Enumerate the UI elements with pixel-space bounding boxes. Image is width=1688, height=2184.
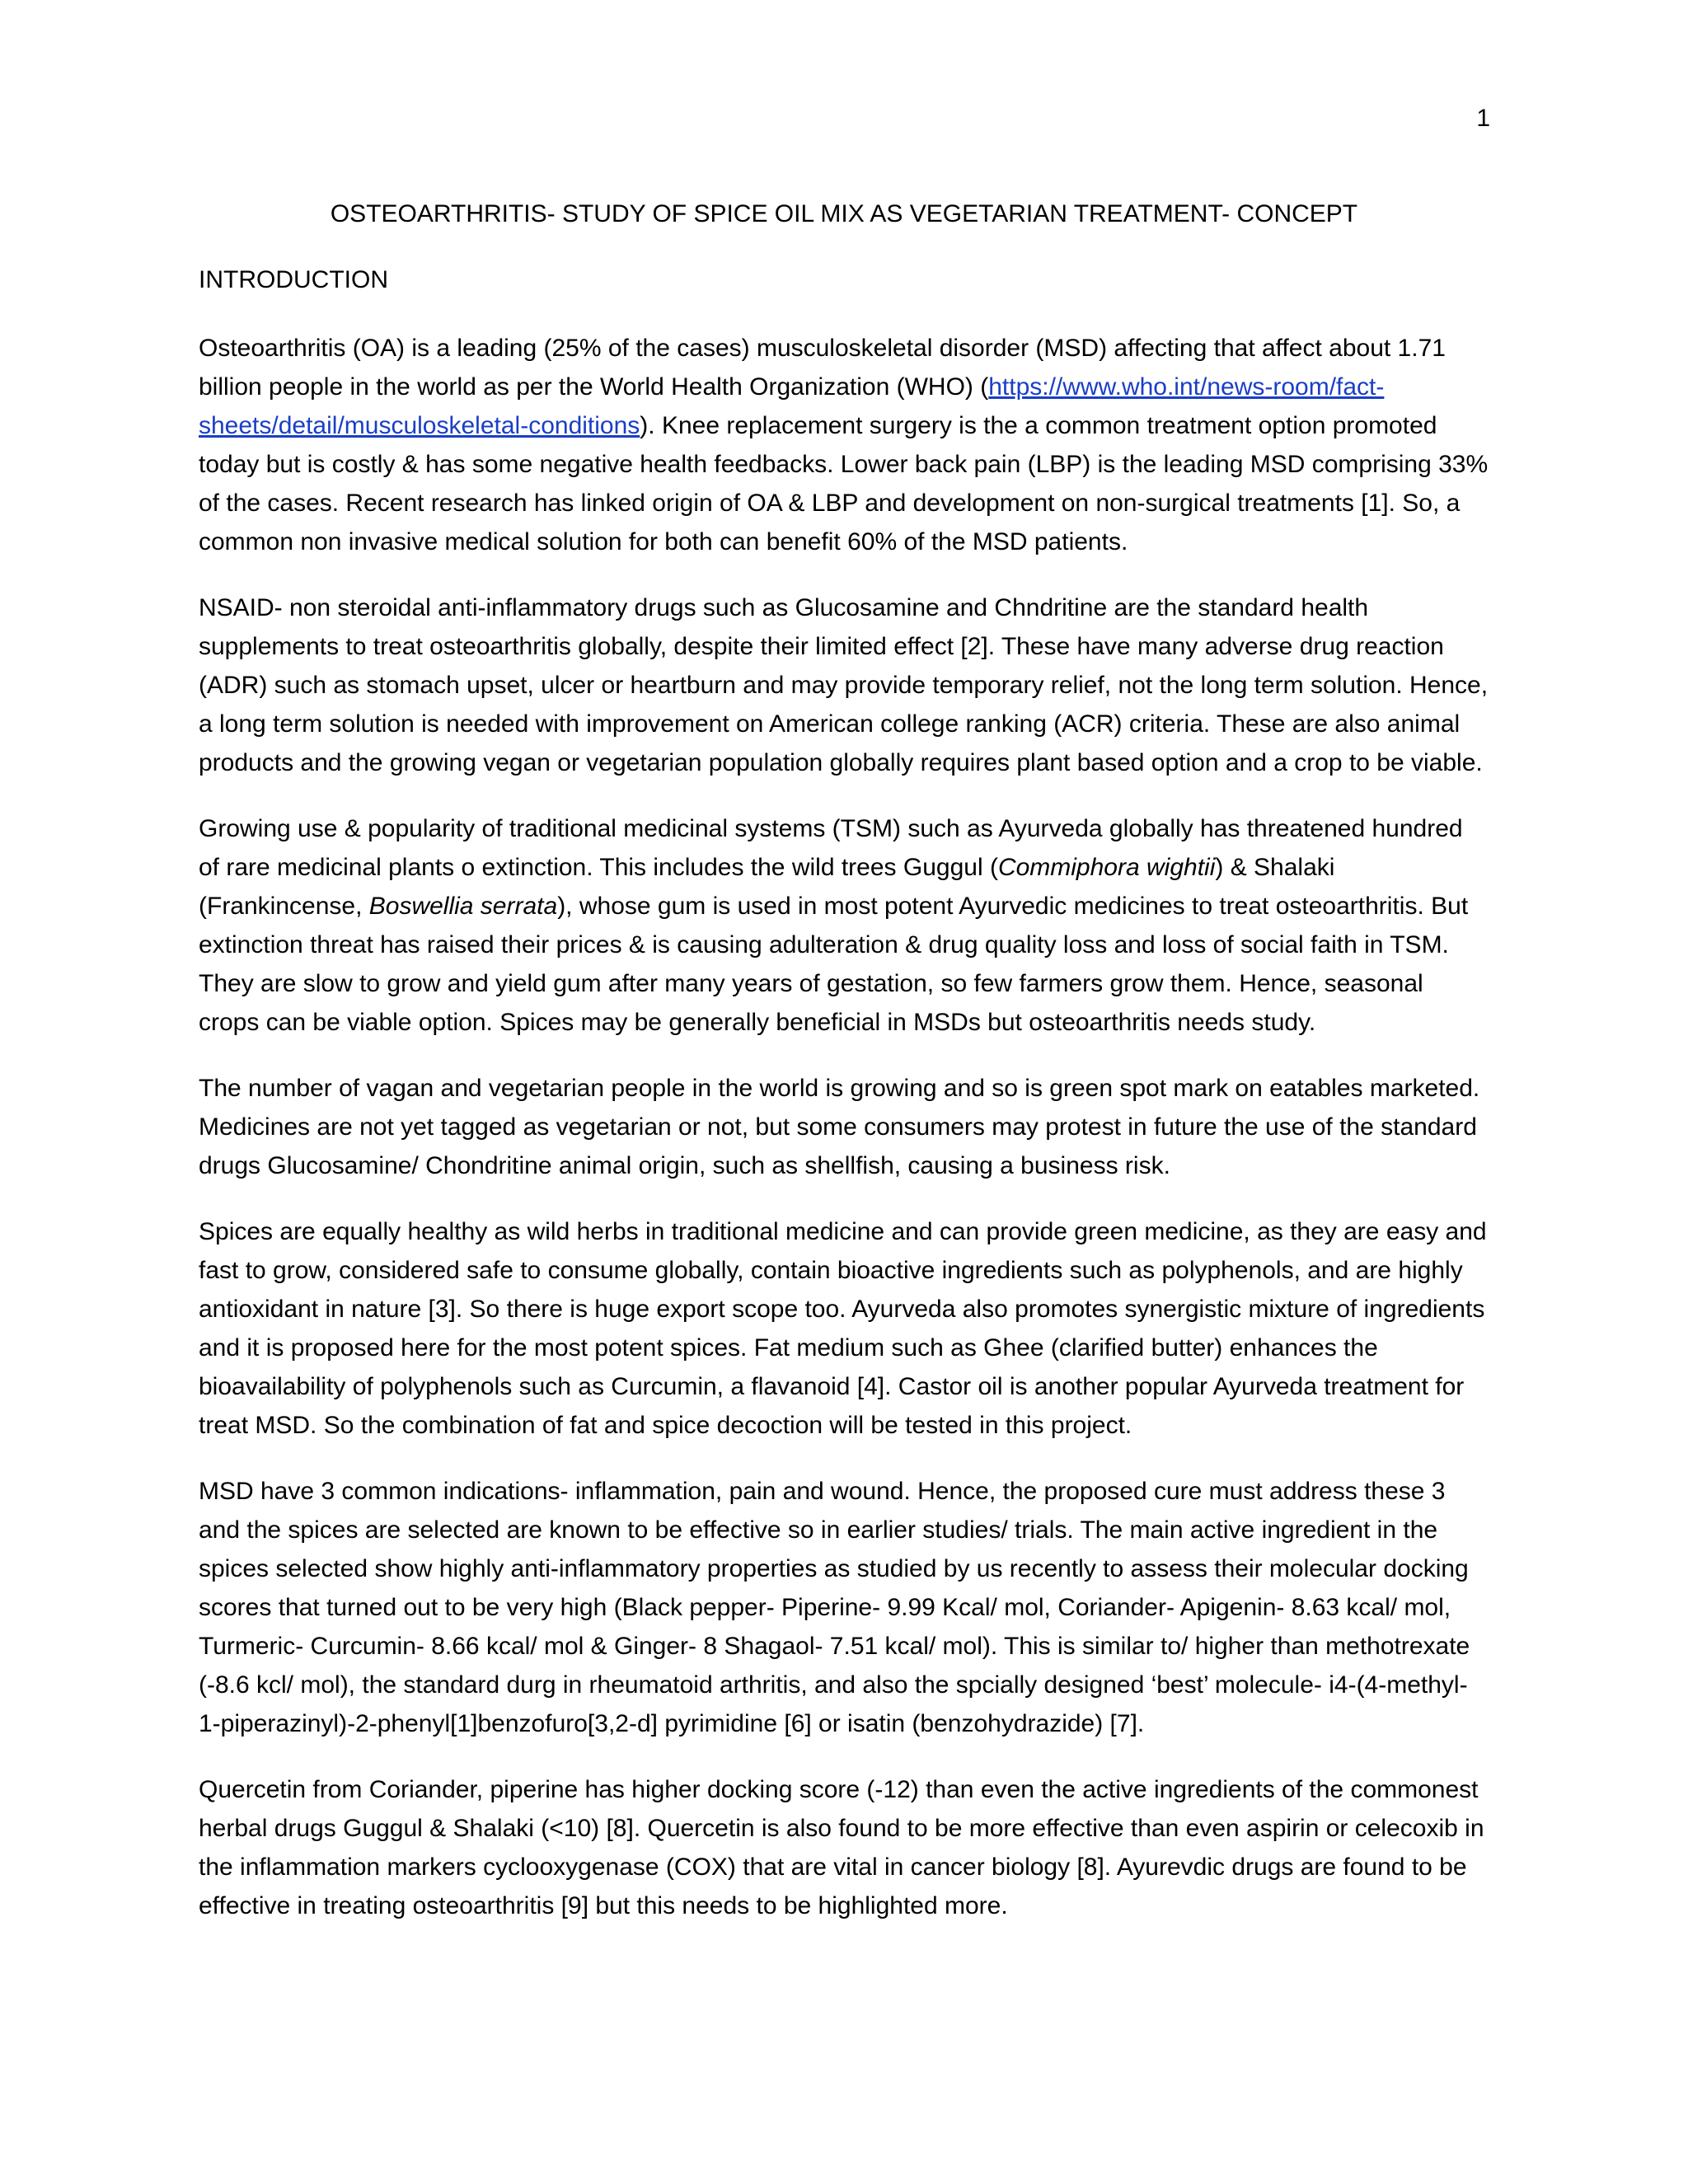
paragraph-6: MSD have 3 common indications- inflammation, pain and wound. Hence, the proposed cure must address these 3 and the spices are selected are known to be effective so in earlier studies/ trials. The main active ingredient in the spices selected show highly anti-inflammatory properties as studied by us recently to assess their molecular docking scores that turned out to be very high (Black pepper- Piperine- 9.99 Kcal/ mol, Coriander- Apigenin- 8.63 kcal/ mol, Turmeric- Curcumin- 8.66 kcal/ mol & Ginger- 8 Shagaol- 7.51 kcal/ mol). This is similar to/ higher than methotrexate (-8.6 kcl/ mol), the standard durg in rheumatoid arthritis, and also the spcially designed ‘best’ molecule- i4-(4-methyl-1-piperazinyl)-2-phenyl[1]benzofuro[3,2-d] pyrimidine [6] or isatin (benzohydrazide) [7].: [199, 1478, 1470, 1737]
paragraph-3-part-2: ) & Shalaki (Frankincense,: [199, 854, 1335, 920]
paragraph-1: [199, 329, 1489, 561]
introduction-paragraphs: [199, 329, 1489, 1952]
paragraph-3-part-3: ), whose gum is used in most potent Ayurvedic medicines to treat osteoarthritis. But extinction threat has raised their prices & is causing adulteration & drug quality loss and loss of social faith in TSM. They are slow to grow and yield gum after many years of gestation, so few farmers grow them. Hence, seasonal crops can be viable option. Spices may be generally beneficial in MSDs but osteoarthritis needs study.: [199, 893, 1469, 1036]
paragraph-2: NSAID- non steroidal anti-inflammatory drugs such as Glucosamine and Chndritine are the standard health supplements to treat osteoarthritis globally, despite their limited effect [2]. These have many adverse drug reaction (ADR) such as stomach upset, ulcer or heartburn and may provide temporary relief, not the long term solution. Hence, a long term solution is needed with improvement on American college ranking (ACR) criteria. These are also animal products and the growing vegan or vegetarian population globally requires plant based option and a crop to be viable.: [199, 594, 1489, 776]
paragraph-3: [199, 809, 1489, 1042]
paragraph-7: Quercetin from Coriander, piperine has higher docking score (-12) than even the active ingredients of the commonest herbal drugs Guggul & Shalaki (<10) [8]. Quercetin is also found to be more effective than even aspirin or celecoxib in the inflammation markers cyclooxygenase (COX) that are vital in cancer biology [8]. Ayurevdic drugs are found to be effective in treating osteoarthritis [9] but this needs to be highlighted more.: [199, 1776, 1484, 1919]
paragraph-1-text-before-link: Osteoarthritis (OA) is a leading (25% of the cases) musculoskeletal disorder (MSD) affecting that affect about 1.71 billion people in the world as per the World Health Organization (WHO) (: [199, 335, 1446, 401]
species-name-commiphora: Commiphora wightii: [997, 854, 1216, 881]
section-heading-introduction: INTRODUCTION: [199, 266, 388, 293]
document-title: OSTEOARTHRITIS- STUDY OF SPICE OIL MIX AS VEGETARIAN TREATMENT- CONCEPT: [330, 200, 1358, 227]
paragraph-5: Spices are equally healthy as wild herbs in traditional medicine and can provide green medicine, as they are easy and fast to grow, considered safe to consume globally, contain bioactive ingredients such as polyphenols, and are highly antioxidant in nature [3]. So there is huge export scope too. Ayurveda also promotes synergistic mixture of ingredients and it is proposed here for the most potent spices. Fat medium such as Ghee (clarified butter) enhances the bioavailability of polyphenols such as Curcumin, a flavanoid [4]. Castor oil is another popular Ayurveda treatment for treat MSD. So the combination of fat and spice decoction will be tested in this project.: [199, 1218, 1487, 1439]
paragraph-3-part-1: Growing use & popularity of traditional medicinal systems (TSM) such as Ayurveda globally has threatened hundred of rare medicinal plants o extinction. This includes the wild trees Guggul (: [199, 815, 1463, 881]
paragraph-4: The number of vagan and vegetarian people in the world is growing and so is green spot mark on eatables marketed. Medicines are not yet tagged as vegetarian or not, but some consumers may protest in future the use of the standard drugs Glucosamine/ Chondritine animal origin, such as shellfish, causing a business risk.: [199, 1075, 1480, 1179]
species-name-boswellia: Boswellia serrata: [368, 893, 558, 920]
who-fact-sheet-link[interactable]: https://www.who.int/news-room/fact-sheets/detail/musculoskeletal-conditions: [199, 373, 1385, 439]
page-number: 1: [1476, 105, 1490, 132]
paragraph-1-text-after-link: ). Knee replacement surgery is the a common treatment option promoted today but is costly & has some negative health feedbacks. Lower back pain (LBP) is the leading MSD comprising 33% of the cases. Recent research has linked origin of OA & LBP and development on non-surgical treatments [1]. So, a common non invasive medical solution for both can benefit 60% of the MSD patients.: [199, 412, 1489, 555]
